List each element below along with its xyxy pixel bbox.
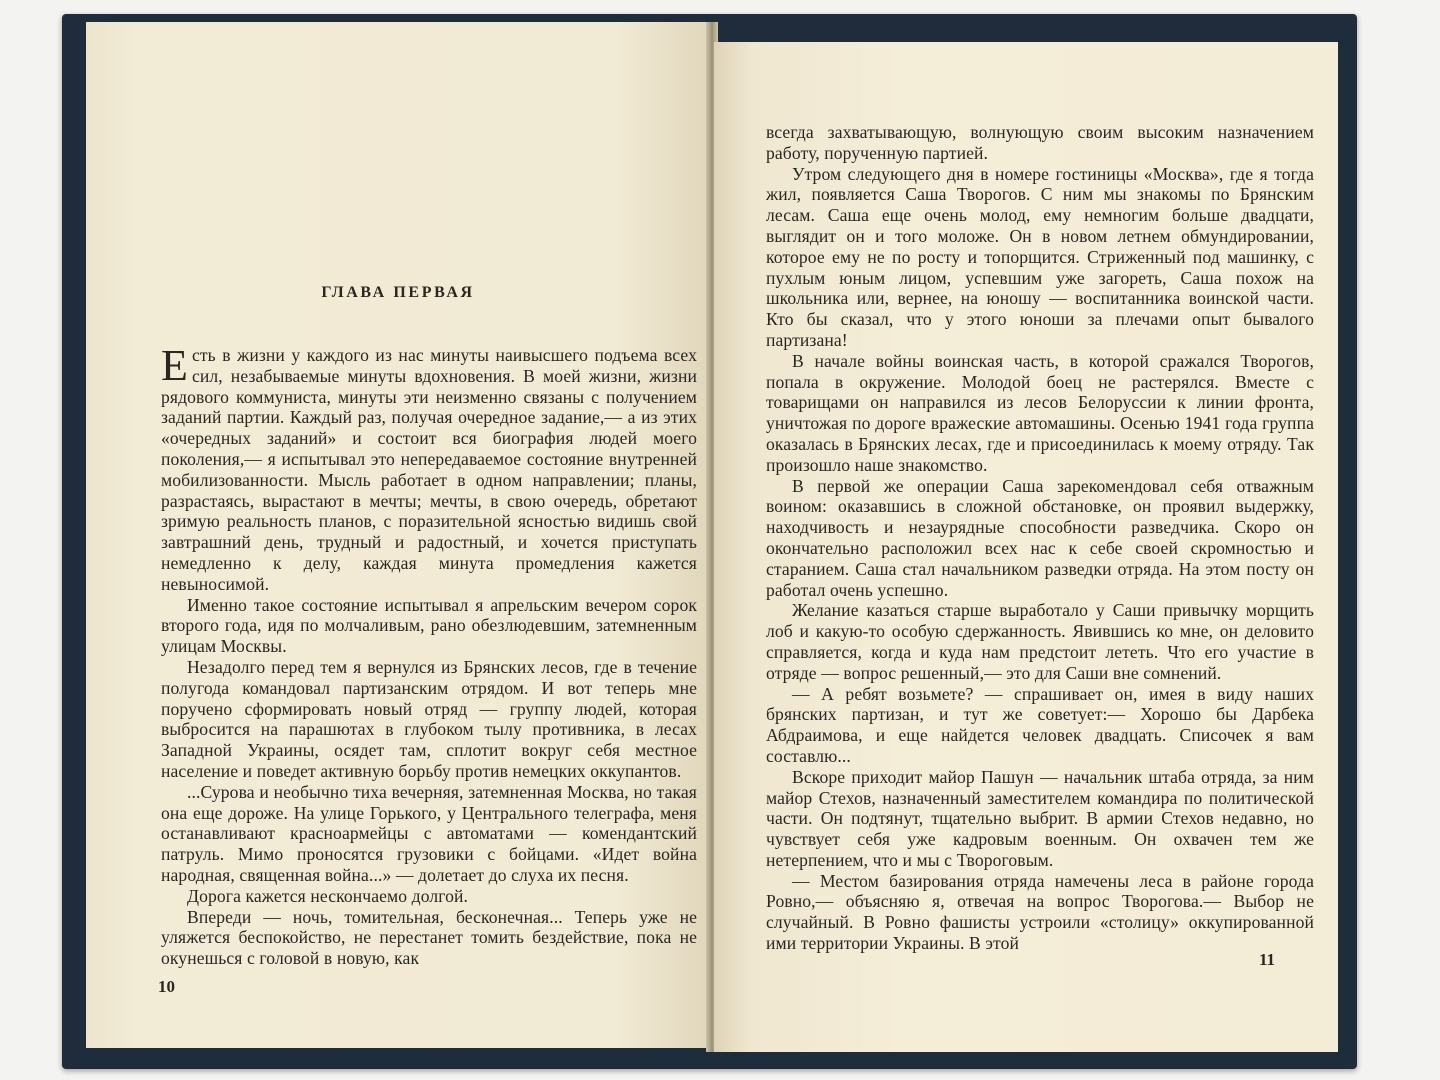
paragraph: Утром следующего дня в номере гостиницы «Москва», где я тогда жил, появляется Саша Творогов. С ним мы знакомы по Брянским лесам. Саша еще очень молод, ему немногим больше двадцати, выглядит он и того моложе. Он в новом летнем обмундировании, которое ему не по росту и топорщится. Стриженный под машинку, с пухлым юным лицом, успевшим уже загореть, Саша похож на школьника или, вернее, на юношу — воспитанника воинской части. Кто бы сказал, что у этого юноши за плечами опыт бывалого партизана!: [766, 163, 1314, 350]
left-page: [86, 22, 710, 1048]
paragraph: Впереди — ночь, томительная, бесконечная... Теперь уже не уляжется беспокойство, не перестанет томить бездействие, пока не окунешься с головой в новую, как: [161, 906, 697, 969]
paragraph: Дорога кажется нескончаемо долгой.: [187, 885, 469, 906]
chapter-title: ГЛАВА ПЕРВАЯ: [321, 284, 475, 301]
drop-cap: Е: [161, 341, 188, 390]
paragraph: Желание казаться старше выработало у Саши привычку морщить лоб и какую-то особую сдержанность. Явившись ко мне, он деловито справляется, когда и куда нам предстоит лететь. Что его участие в отряде — вопрос решенный,— это для Саши вне сомнений.: [766, 600, 1314, 683]
paragraph: Вскоре приходит майор Пашун — начальник штаба отряда, за ним майор Стехов, назначенный заместителем командира по политической части. Он подтянут, тщательно выбрит. В армии Стехов недавно, но чувствует себя уже кадровым военным. Он охвачен тем же нетерпением, что и мы с Твороговым.: [766, 766, 1314, 870]
right-page: [714, 42, 1338, 1052]
paragraph: — А ребят возьмете? — спрашивает он, имея в виду наших брянских партизан, и тут же советует:— Хорошо бы Дарбека Абдраимова, и еще найдется человек двадцать. Списочек я вам составлю...: [766, 683, 1314, 766]
paragraph: — Местом базирования отряда намечены леса в районе города Ровно,— объясняю я, отвечая на вопрос Творогова.— Выбор не случайный. В Ровно фашисты устроили «столицу» оккупированной ими территории Украины. В этой: [766, 870, 1314, 954]
page-number-right: 11: [1259, 950, 1276, 969]
paragraph: Именно такое состояние испытывал я апрельским вечером сорок второго года, идя по молчаливым, рано обезлюдевшим, затемненным улицам Москвы.: [161, 594, 697, 657]
right-text-column: [766, 122, 1314, 954]
paragraph: В начале войны воинская часть, в которой сражался Творогов, попала в окружение. Молодой боец не растерялся. Вместе с товарищами он направился из лесов Белоруссии к линии фронта, уничтожая по дороге вражеские автомашины. Осенью 1941 года группа оказалась в Брянских лесах, где и присоединилась к моему отряду. Так произошло наше знакомство.: [766, 350, 1314, 475]
left-text-column: [161, 341, 697, 969]
paragraph: В первой же операции Саша зарекомендовал себя отважным воином: оказавшись в сложной обстановке, он проявил выдержку, находчивость и незаурядные способности разведчика. Скоро он окончательно расположил всех нас к себе своей скромностью и старанием. Саша стал начальником разведки отряда. На этом посту он работал очень успешно.: [766, 475, 1314, 600]
first-paragraph: [161, 341, 697, 595]
paragraph: ...Сурова и необычно тиха вечерняя, затемненная Москва, но такая она еще дороже. На улице Горького, у Центрального телеграфа, меня останавливают красноармейцы с автоматами — комендантский патруль. Мимо проносятся грузовики с бойцами. «Идет война народная, священная война...» — долетает до слуха их песня.: [161, 781, 697, 885]
continued-paragraph: всегда захватывающую, волнующую своим высоким назначением работу, порученную партией.: [766, 122, 1314, 163]
page-number-left: 10: [158, 977, 175, 996]
first-paragraph-text: сть в жизни у каждого из нас минуты наивысшего подъема всех сил, незабываемые минуты вдохновения. В моей жизни, жизни рядового коммуниста, минуты эти неизменно связаны с получением заданий партии. Каждый раз, получая очередное задание,— а из этих «очередных заданий» и состоит вся биография людей моего поколения,— я испытывал это непередаваемое состояние внутренней мобилизованности. Мысль работает в одном направлении; планы, разрастаясь, вырастают в мечты; мечты, в свою очередь, обретают зримую реальность планов, с поразительной ясностью видишь свой завтрашний день, трудный и радостный, и хочется приступать немедленно к делу, каждая минута промедления кажется невыносимой.: [161, 345, 697, 594]
paragraph: Незадолго перед тем я вернулся из Брянских лесов, где в течение полугода командовал партизанским отрядом. И вот теперь мне поручено сформировать новый отряд — группу людей, которая выбросится на парашютах в глубоком тылу противника, в лесах Западной Украины, осядет там, сплотит вокруг себя местное население и поведет активную борьбу против немецких оккупантов.: [161, 656, 697, 781]
